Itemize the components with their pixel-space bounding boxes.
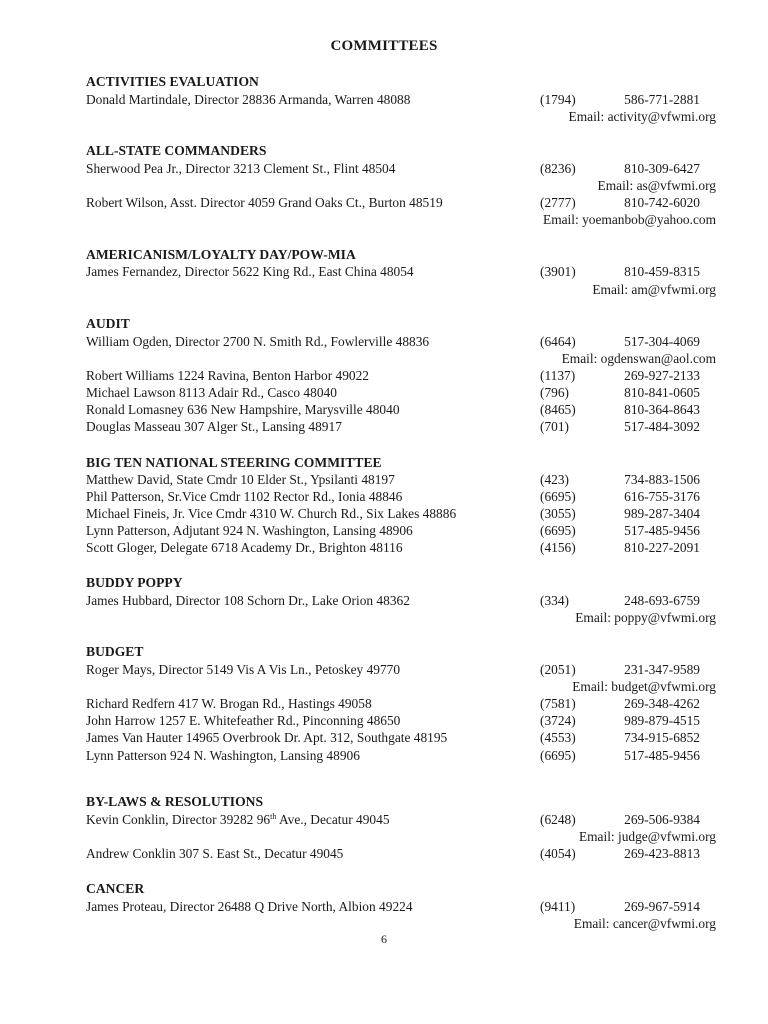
entry-address: Matthew David, State Cmdr 10 Elder St., Ypsilanti 48197 bbox=[86, 472, 395, 487]
entry-post-number: (3901) bbox=[540, 264, 576, 279]
entry-address: Lynn Patterson, Adjutant 924 N. Washington, Lansing 48906 bbox=[86, 523, 413, 538]
entry-phone: 810-742-6020 bbox=[624, 195, 700, 210]
entry-post-number: (796) bbox=[540, 385, 570, 400]
entry-address: James Proteau, Director 26488 Q Drive North, Albion 49224 bbox=[86, 899, 413, 914]
entry-phone: 517-485-9456 bbox=[624, 748, 700, 763]
entry-address: James Hubbard, Director 108 Schorn Dr., Lake Orion 48362 bbox=[86, 593, 410, 608]
entry-address: Andrew Conklin 307 S. East St., Decatur 49045 bbox=[86, 846, 344, 861]
entry-phone: 517-485-9456 bbox=[624, 523, 700, 538]
entry-line bbox=[86, 593, 726, 611]
entry-line bbox=[86, 385, 726, 403]
entry-post-number: (7581) bbox=[540, 696, 576, 711]
entry-address: Lynn Patterson 924 N. Washington, Lansing 48906 bbox=[86, 748, 360, 763]
entry-phone: 517-304-4069 bbox=[624, 334, 700, 349]
entry-post-number: (6464) bbox=[540, 334, 576, 349]
entry-phone: 269-967-5914 bbox=[624, 899, 700, 914]
entry-phone: 810-459-8315 bbox=[624, 264, 700, 279]
entry-phone: 269-348-4262 bbox=[624, 696, 700, 711]
entry-post-number: (9411) bbox=[540, 899, 576, 914]
entry-phone: 586-771-2881 bbox=[624, 92, 700, 107]
entry-email: Email: poppy@vfwmi.org bbox=[575, 610, 716, 625]
page-number: 6 bbox=[381, 932, 387, 946]
entry-address-part: Kevin Conklin, Director 39282 96 bbox=[86, 812, 271, 827]
entry-line bbox=[86, 368, 726, 386]
entry-phone: 810-227-2091 bbox=[624, 540, 700, 555]
entry-address: Douglas Masseau 307 Alger St., Lansing 48917 bbox=[86, 419, 342, 434]
entry-post-number: (6695) bbox=[540, 523, 576, 538]
entry-line bbox=[86, 713, 726, 731]
entry-address: Roger Mays, Director 5149 Vis A Vis Ln., Petoskey 49770 bbox=[86, 662, 401, 677]
entry-line bbox=[86, 334, 726, 352]
section-heading: BY-LAWS & RESOLUTIONS bbox=[86, 794, 264, 809]
entry-email: Email: budget@vfwmi.org bbox=[572, 679, 716, 694]
entry-line bbox=[86, 523, 726, 541]
entry-line bbox=[86, 92, 726, 110]
entry-line bbox=[86, 195, 726, 213]
entry-address: Richard Redfern 417 W. Brogan Rd., Hastings 49058 bbox=[86, 696, 372, 711]
section-heading: AMERICANISM/LOYALTY DAY/POW-MIA bbox=[86, 247, 356, 262]
entry-post-number: (334) bbox=[540, 593, 570, 608]
entry-post-number: (4054) bbox=[540, 846, 576, 861]
entry-phone: 517-484-3092 bbox=[624, 419, 700, 434]
section-heading: ALL-STATE COMMANDERS bbox=[86, 143, 267, 158]
entry-line bbox=[86, 419, 726, 437]
entry-post-number: (423) bbox=[540, 472, 570, 487]
entry-phone: 616-755-3176 bbox=[624, 489, 700, 504]
entry-post-number: (1794) bbox=[540, 92, 576, 107]
entry-phone: 269-423-8813 bbox=[624, 846, 700, 861]
entry-post-number: (6695) bbox=[540, 748, 576, 763]
entry-post-number: (6695) bbox=[540, 489, 576, 504]
entry-line bbox=[86, 506, 726, 524]
entry-phone: 810-841-0605 bbox=[624, 385, 700, 400]
entry-line bbox=[86, 402, 726, 420]
entry-address: William Ogden, Director 2700 N. Smith Rd., Fowlerville 48836 bbox=[86, 334, 430, 349]
entry-email: Email: ogdenswan@aol.com bbox=[561, 351, 716, 366]
entry-phone: 248-693-6759 bbox=[624, 593, 700, 608]
entry-email: Email: judge@vfwmi.org bbox=[578, 829, 716, 844]
entry-phone: 989-287-3404 bbox=[624, 506, 700, 521]
entry-post-number: (1137) bbox=[540, 368, 576, 383]
entry-phone: 989-879-4515 bbox=[624, 713, 700, 728]
entry-post-number: (3724) bbox=[540, 713, 576, 728]
entry-phone: 734-915-6852 bbox=[624, 730, 700, 745]
section-heading: AUDIT bbox=[86, 316, 130, 331]
entry-phone: 734-883-1506 bbox=[624, 472, 700, 487]
entry-address: Michael Fineis, Jr. Vice Cmdr 4310 W. Church Rd., Six Lakes 48886 bbox=[86, 506, 457, 521]
entry-line bbox=[86, 472, 726, 490]
section-heading: ACTIVITIES EVALUATION bbox=[86, 74, 259, 89]
entry-post-number: (3055) bbox=[540, 506, 576, 521]
entry-post-number: (6248) bbox=[540, 812, 576, 827]
entry-address: Sherwood Pea Jr., Director 3213 Clement St., Flint 48504 bbox=[86, 161, 396, 176]
entry-line bbox=[86, 696, 726, 714]
entry-post-number: (2051) bbox=[540, 662, 576, 677]
entry-address: Phil Patterson, Sr.Vice Cmdr 1102 Rector Rd., Ionia 48846 bbox=[86, 489, 403, 504]
entry-address: Scott Gloger, Delegate 6718 Academy Dr., Brighton 48116 bbox=[86, 540, 403, 555]
ordinal-suffix: th bbox=[270, 812, 277, 821]
entry-post-number: (2777) bbox=[540, 195, 576, 210]
entry-post-number: (8465) bbox=[540, 402, 576, 417]
entry-post-number: (701) bbox=[540, 419, 570, 434]
entry-post-number: (4156) bbox=[540, 540, 576, 555]
section-heading: CANCER bbox=[86, 881, 145, 896]
entry-phone: 810-364-8643 bbox=[624, 402, 700, 417]
entry-address bbox=[86, 812, 390, 828]
entry-address: Ronald Lomasney 636 New Hampshire, Marysville 48040 bbox=[86, 402, 400, 417]
entry-email: Email: cancer@vfwmi.org bbox=[573, 916, 716, 931]
entry-email: Email: as@vfwmi.org bbox=[597, 178, 716, 193]
entry-line bbox=[86, 748, 726, 766]
entry-address: John Harrow 1257 E. Whitefeather Rd., Pinconning 48650 bbox=[86, 713, 401, 728]
entry-line bbox=[86, 812, 726, 830]
entry-email: Email: yoemanbob@yahoo.com bbox=[543, 212, 716, 227]
entry-line bbox=[86, 899, 726, 917]
entry-email: Email: activity@vfwmi.org bbox=[568, 109, 716, 124]
section-heading: BUDDY POPPY bbox=[86, 575, 183, 590]
entry-address-part: Ave., Decatur 49045 bbox=[276, 812, 390, 827]
entry-line bbox=[86, 161, 726, 179]
section-heading: BIG TEN NATIONAL STEERING COMMITTEE bbox=[86, 455, 382, 470]
entry-line bbox=[86, 540, 726, 558]
entry-line bbox=[86, 264, 726, 282]
entry-address: Robert Wilson, Asst. Director 4059 Grand Oaks Ct., Burton 48519 bbox=[86, 195, 443, 210]
entry-post-number: (8236) bbox=[540, 161, 576, 176]
entry-phone: 231-347-9589 bbox=[624, 662, 700, 677]
page-title: COMMITTEES bbox=[330, 38, 438, 54]
entry-phone: 269-927-2133 bbox=[624, 368, 700, 383]
entry-line bbox=[86, 846, 726, 864]
entry-phone: 269-506-9384 bbox=[624, 812, 700, 827]
entry-line bbox=[86, 730, 726, 748]
section-heading: BUDGET bbox=[86, 644, 144, 659]
entry-email: Email: am@vfwmi.org bbox=[592, 282, 716, 297]
entry-address: Michael Lawson 8113 Adair Rd., Casco 48040 bbox=[86, 385, 337, 400]
entry-address: Donald Martindale, Director 28836 Armanda, Warren 48088 bbox=[86, 92, 411, 107]
entry-post-number: (4553) bbox=[540, 730, 576, 745]
entry-address: James Van Hauter 14965 Overbrook Dr. Apt. 312, Southgate 48195 bbox=[86, 730, 448, 745]
entry-line bbox=[86, 662, 726, 680]
entry-line bbox=[86, 489, 726, 507]
entry-phone: 810-309-6427 bbox=[624, 161, 700, 176]
entry-address: James Fernandez, Director 5622 King Rd., East China 48054 bbox=[86, 264, 414, 279]
entry-address: Robert Williams 1224 Ravina, Benton Harbor 49022 bbox=[86, 368, 369, 383]
